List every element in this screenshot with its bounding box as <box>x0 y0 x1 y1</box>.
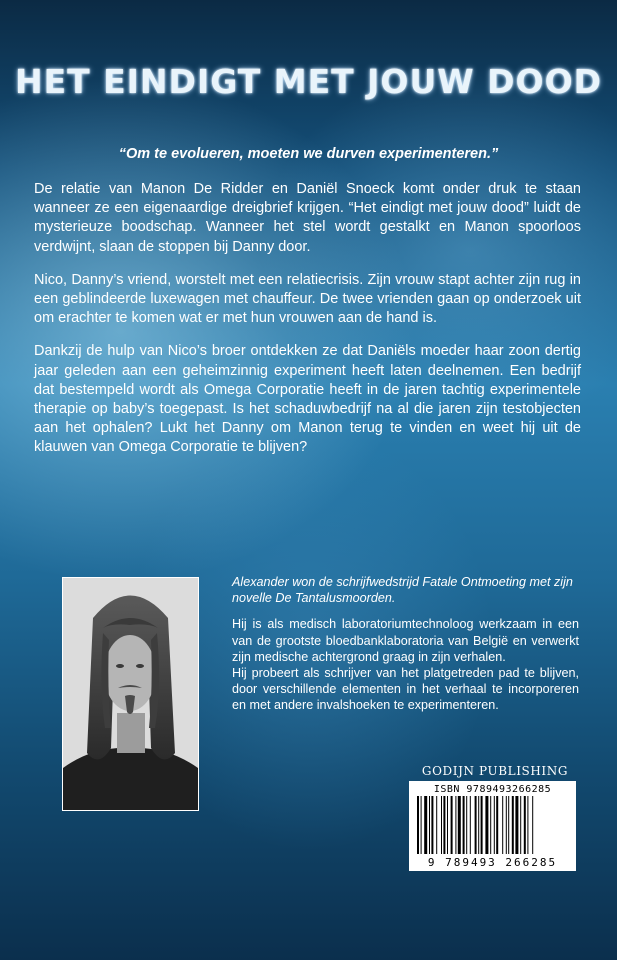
barcode-bar <box>520 796 521 854</box>
isbn-digits: 9 789493 266285 <box>427 856 558 869</box>
barcode-bar <box>502 796 503 854</box>
author-bio-text: Hij probeert als schrijver van het platgetreden pad te blijven, door verschillende elementen in het verhaal te incorporeren en met andere invalshoeken te experimenteren. <box>232 666 579 713</box>
barcode-bar <box>515 796 518 854</box>
barcode-bar <box>512 796 514 854</box>
tagline-quote: “Om te evolueren, moeten we durven experimenteren.” <box>118 146 499 162</box>
author-photo <box>62 577 199 811</box>
barcode-bar <box>458 796 461 854</box>
synopsis-paragraph: Nico, Danny’s vriend, worstelt met een relatiecrisis. Zijn vrouw stapt achter zijn rug in een geblindeerde luxewagen met chauffeur. De twee vrienden gaan op onderzoek uit om erachter te komen wat er met hun vrouwen aan de hand is. <box>34 271 581 327</box>
isbn-barcode <box>409 781 576 871</box>
barcode-bar <box>447 796 448 854</box>
barcode-bar <box>478 796 479 854</box>
barcode-bar <box>470 796 471 854</box>
barcode-bar <box>481 796 483 854</box>
barcode-bar <box>441 796 442 854</box>
barcode-bar <box>475 796 477 854</box>
synopsis <box>34 180 581 472</box>
barcode-bar <box>451 796 453 854</box>
author-intro: Alexander won de schrijfwedstrijd Fatale Ontmoeting met zijn novelle De Tantalusmoorden. <box>232 575 573 606</box>
barcode-bar <box>429 796 430 854</box>
publisher-name: GODIJN PUBLISHING <box>421 764 569 778</box>
barcode-bar <box>431 796 433 854</box>
barcode-bar <box>494 796 495 854</box>
author-bio-text: Hij is als medisch laboratoriumtechnoloog werkzaam in een van de grootste bloedbanklaboratoria van België en verwerkt zijn medische achtergrond graag in zijn verhalen. <box>232 617 579 664</box>
barcode-bar <box>455 796 456 854</box>
barcode-bar <box>496 796 498 854</box>
barcode-bar <box>506 796 507 854</box>
isbn-label: ISBN 9789493266285 <box>433 784 552 795</box>
barcode-bar <box>532 796 533 854</box>
barcode-bar <box>466 796 467 854</box>
book-title: HET EINDIGT MET JOUW DOOD <box>14 62 603 101</box>
barcode-bar <box>490 796 491 854</box>
barcode-bar <box>424 796 427 854</box>
barcode-bar <box>463 796 465 854</box>
barcode-bar <box>527 796 528 854</box>
barcode-bar <box>508 796 509 854</box>
synopsis-paragraph: Dankzij de hulp van Nico’s broer ontdekken ze dat Daniëls moeder haar zoon dertig jaar geleden aan een geheimzinnig experiment heeft laten deelnemen. Een bedrijf dat bestempeld wordt als Omega Corporatie heeft in de jaren tachtig experimentele therapie op baby’s toegepast. Is het schaduwbedrijf na al die jaren zijn testobjecten aan het ophalen? Lukt het Danny om Manon terug te vinden en weet hij uit de klauwen van Omega Corporatie te blijven? <box>34 343 581 456</box>
author-bio <box>232 574 579 714</box>
barcode-bar <box>436 796 437 854</box>
barcode-bar <box>443 796 445 854</box>
barcode-bars <box>417 796 568 854</box>
barcode-bar <box>524 796 526 854</box>
barcode-bar <box>485 796 488 854</box>
barcode-bar <box>417 796 419 854</box>
barcode-bar <box>421 796 422 854</box>
author-portrait-image <box>63 578 198 810</box>
synopsis-paragraph: De relatie van Manon De Ridder en Daniël Snoeck komt onder druk te staan wanneer ze een eigenaardige dreigbrief krijgen. “Het eindigt met jouw dood” luidt de mysterieuze boodschap. Wanneer het stel wordt gestalkt en Manon spoorloos verdwijnt, slaan de stoppen bij Danny door. <box>34 181 581 255</box>
